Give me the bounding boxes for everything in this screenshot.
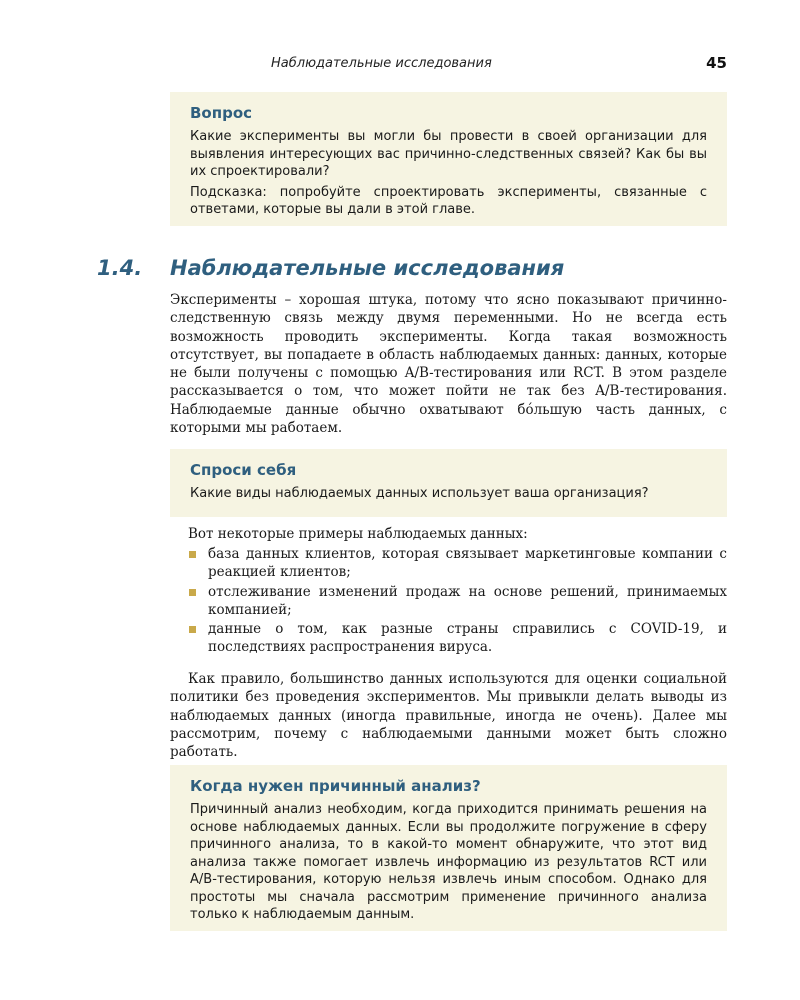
- section-heading: [97, 256, 737, 280]
- list-item-text: отслеживание изменений продаж на основе решений, принимаемых компанией;: [208, 583, 727, 618]
- list-item: [188, 545, 727, 582]
- square-bullet-icon: [189, 626, 196, 633]
- question-box: [170, 92, 727, 226]
- running-header: [0, 56, 800, 76]
- running-title: Наблюдательные исследования: [271, 56, 492, 71]
- section-number: 1.4.: [97, 256, 143, 280]
- question-box-hint: Подсказка: попробуйте спроектировать эксперименты, связанные с ответами, которые вы дали в этой главе.: [190, 184, 707, 217]
- body-paragraph: Как правило, большинство данных используются для оценки социальной политики без проведения экспериментов. Мы привыкли делать выводы из наблюдаемых данных (иногда правильные, иногда не очень). Далее мы рассмотрим, почему с наблюдаемыми данными может быть сложно работать.: [170, 671, 727, 761]
- question-box-text: Какие эксперименты вы могли бы провести в своей организации для выявления интересующих вас причинно-следственных связей? Как бы вы их спроектировали?: [190, 129, 707, 179]
- ask-yourself-text: Какие виды наблюдаемых данных использует ваша организация?: [190, 486, 649, 501]
- square-bullet-icon: [189, 589, 196, 596]
- ask-yourself-box: [170, 449, 727, 517]
- ask-yourself-title: Спроси себя: [190, 461, 297, 479]
- list-item: [188, 583, 727, 620]
- causal-analysis-title: Когда нужен причинный анализ?: [190, 777, 481, 795]
- page-number: 45: [706, 54, 727, 72]
- examples-list: [188, 545, 727, 658]
- list-item-text: база данных клиентов, которая связывает маркетинговые компании с реакцией клиентов;: [208, 546, 727, 581]
- examples-intro: Вот некоторые примеры наблюдаемых данных:: [188, 526, 528, 542]
- causal-analysis-box: [170, 765, 727, 931]
- section-title: Наблюдательные исследования: [170, 256, 565, 280]
- question-box-title: Вопрос: [190, 104, 253, 122]
- square-bullet-icon: [189, 551, 196, 558]
- body-paragraph: Эксперименты – хорошая штука, потому что ясно показывают причинно-следственную связь между двумя переменными. Но не всегда есть возможность проводить эксперименты. Когда такая возможность отсутствует, вы попадаете в область наблюдаемых данных: данных, которые не были получены с помощью A/B-тестирования или RCT. В этом разделе рассказывается о том, что может пойти не так без A/B-тестирования. Наблюдаемые данные обычно охватывают бóльшую часть данных, с которыми мы работаем.: [170, 292, 727, 437]
- list-item: [188, 620, 727, 657]
- list-item-text: данные о том, как разные страны справились с COVID-19, и последствиях распространения вируса.: [208, 621, 727, 656]
- causal-analysis-text: Причинный анализ необходим, когда приходится принимать решения на основе наблюдаемых данных. Если вы продолжите погружение в сферу причинного анализа, то в какой-то момент обнаружите, что этот вид анализа также помогает извлечь информацию из результатов RCT или A/B-тестирования, которую нельзя извлечь иным способом. Однако для простоты мы сначала рассмотрим применение причинного анализа только к наблюдаемым данным.: [190, 802, 707, 922]
